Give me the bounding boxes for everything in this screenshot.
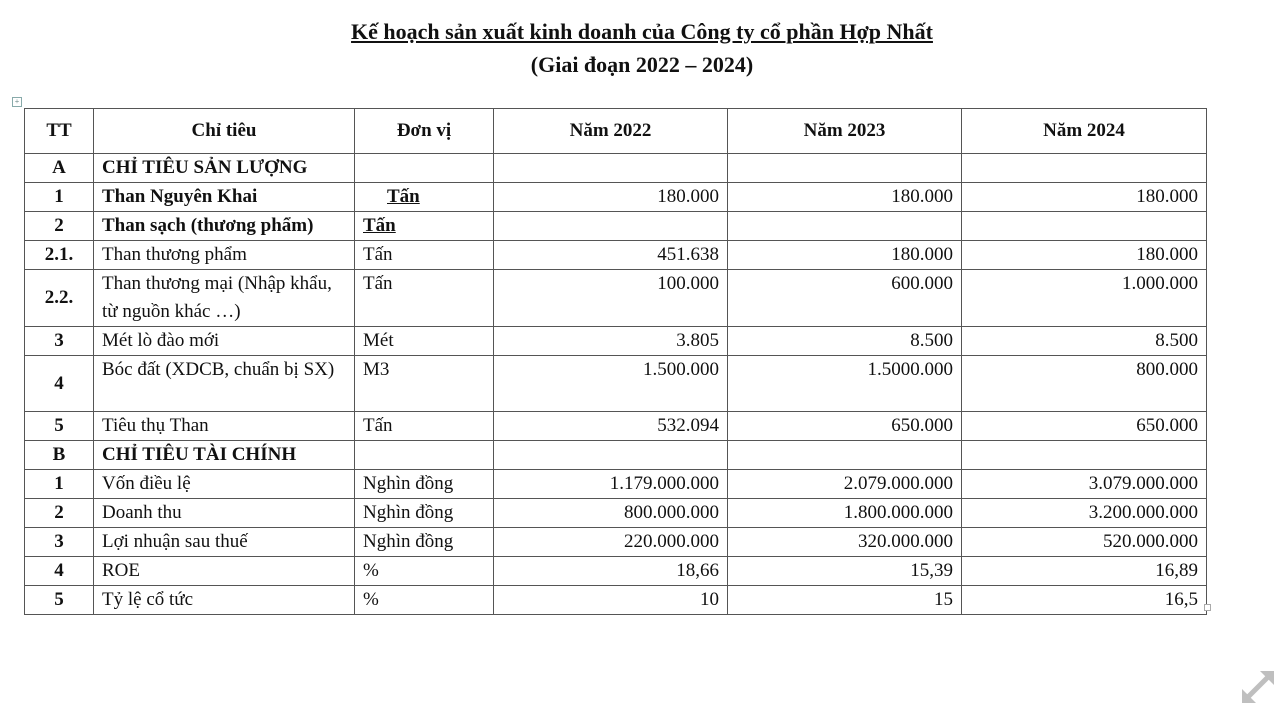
cell-nam-2022: 100.000 [494,270,728,327]
header-don-vi: Đơn vị [355,109,494,154]
cell-tt: 2 [25,499,94,528]
table-row [25,154,1207,183]
cell-chi-tieu: CHỈ TIÊU TÀI CHÍNH [94,441,355,470]
cell-nam-2022: 1.500.000 [494,356,728,412]
table-row [25,499,1207,528]
cell-don-vi: Nghìn đồng [355,528,494,557]
table-row [25,412,1207,441]
cell-nam-2023: 15 [728,586,962,615]
cell-nam-2022: 18,66 [494,557,728,586]
cell-don-vi: % [355,586,494,615]
table-row [25,441,1207,470]
table-row [25,241,1207,270]
cell-chi-tieu: Tiêu thụ Than [94,412,355,441]
cell-chi-tieu: Lợi nhuận sau thuế [94,528,355,557]
cell-nam-2024: 8.500 [962,327,1207,356]
cell-nam-2024: 16,5 [962,586,1207,615]
cell-don-vi: Tấn [355,183,494,212]
cell-nam-2024: 650.000 [962,412,1207,441]
cell-nam-2022 [494,154,728,183]
cell-tt: 5 [25,586,94,615]
cell-chi-tieu: Than Nguyên Khai [94,183,355,212]
cell-tt: 2 [25,212,94,241]
header-chi-tieu: Chỉ tiêu [94,109,355,154]
cell-nam-2022: 3.805 [494,327,728,356]
table-move-handle-icon[interactable]: + [12,97,22,107]
cell-chi-tieu: CHỈ TIÊU SẢN LƯỢNG [94,154,355,183]
cell-nam-2023 [728,154,962,183]
table-row [25,356,1207,412]
cell-nam-2023: 180.000 [728,183,962,212]
cell-don-vi: % [355,557,494,586]
table-row [25,586,1207,615]
cell-chi-tieu: Than thương mại (Nhập khẩu, từ nguồn khác …) [94,270,355,327]
header-nam-2024: Năm 2024 [962,109,1207,154]
cell-nam-2023: 15,39 [728,557,962,586]
cell-tt: 4 [25,557,94,586]
cell-chi-tieu: Mét lò đào mới [94,327,355,356]
cell-don-vi: M3 [355,356,494,412]
cell-nam-2023: 650.000 [728,412,962,441]
cell-nam-2024: 800.000 [962,356,1207,412]
table-row [25,270,1207,327]
cell-tt: 2.2. [25,270,94,327]
header-nam-2023: Năm 2023 [728,109,962,154]
cell-don-vi [355,154,494,183]
cell-nam-2022 [494,441,728,470]
cell-nam-2023: 8.500 [728,327,962,356]
cell-chi-tieu: Tỷ lệ cổ tức [94,586,355,615]
cell-nam-2022: 1.179.000.000 [494,470,728,499]
table-row [25,183,1207,212]
cell-tt: 2.1. [25,241,94,270]
header-nam-2022: Năm 2022 [494,109,728,154]
cell-nam-2023 [728,212,962,241]
cell-tt: 3 [25,327,94,356]
cell-nam-2024: 520.000.000 [962,528,1207,557]
cell-nam-2024: 180.000 [962,183,1207,212]
cell-chi-tieu: Than sạch (thương phẩm) [94,212,355,241]
cell-don-vi [355,441,494,470]
cell-nam-2024: 180.000 [962,241,1207,270]
cell-nam-2023: 1.5000.000 [728,356,962,412]
cell-tt: 4 [25,356,94,412]
cell-nam-2024: 3.079.000.000 [962,470,1207,499]
cell-nam-2024 [962,212,1207,241]
cell-nam-2022: 800.000.000 [494,499,728,528]
cell-tt: B [25,441,94,470]
cell-nam-2024 [962,441,1207,470]
cell-nam-2024 [962,154,1207,183]
plan-table [24,108,1207,615]
table-row [25,470,1207,499]
cell-chi-tieu: Bóc đất (XDCB, chuẩn bị SX) [94,356,355,412]
cell-don-vi: Nghìn đồng [355,470,494,499]
expand-arrows-icon[interactable] [1238,667,1278,707]
cell-chi-tieu: ROE [94,557,355,586]
cell-nam-2022: 451.638 [494,241,728,270]
cell-nam-2022: 180.000 [494,183,728,212]
cell-nam-2023 [728,441,962,470]
header-tt: TT [25,109,94,154]
cell-tt: 3 [25,528,94,557]
cell-chi-tieu: Vốn điều lệ [94,470,355,499]
cell-don-vi: Nghìn đồng [355,499,494,528]
cell-don-vi: Tấn [355,270,494,327]
table-row [25,557,1207,586]
table-row [25,528,1207,557]
cell-don-vi: Tấn [355,212,494,241]
cell-tt: 1 [25,183,94,212]
cell-chi-tieu: Doanh thu [94,499,355,528]
cell-don-vi: Tấn [355,241,494,270]
cell-nam-2024: 1.000.000 [962,270,1207,327]
table-row [25,327,1207,356]
cell-nam-2023: 1.800.000.000 [728,499,962,528]
table-header-row [25,109,1207,154]
cell-nam-2023: 600.000 [728,270,962,327]
table-row [25,212,1207,241]
cell-nam-2023: 180.000 [728,241,962,270]
cell-nam-2022: 532.094 [494,412,728,441]
cell-tt: 1 [25,470,94,499]
cell-chi-tieu: Than thương phẩm [94,241,355,270]
table-resize-handle[interactable] [1204,604,1211,611]
document-title: Kế hoạch sản xuất kinh doanh của Công ty cổ phần Hợp Nhất [351,19,933,44]
cell-nam-2022 [494,212,728,241]
cell-nam-2024: 16,89 [962,557,1207,586]
cell-nam-2022: 10 [494,586,728,615]
cell-nam-2023: 320.000.000 [728,528,962,557]
document-subtitle: (Giai đoạn 2022 – 2024) [530,52,754,77]
cell-tt: A [25,154,94,183]
cell-don-vi: Mét [355,327,494,356]
cell-don-vi: Tấn [355,412,494,441]
cell-nam-2024: 3.200.000.000 [962,499,1207,528]
cell-tt: 5 [25,412,94,441]
cell-nam-2022: 220.000.000 [494,528,728,557]
cell-nam-2023: 2.079.000.000 [728,470,962,499]
